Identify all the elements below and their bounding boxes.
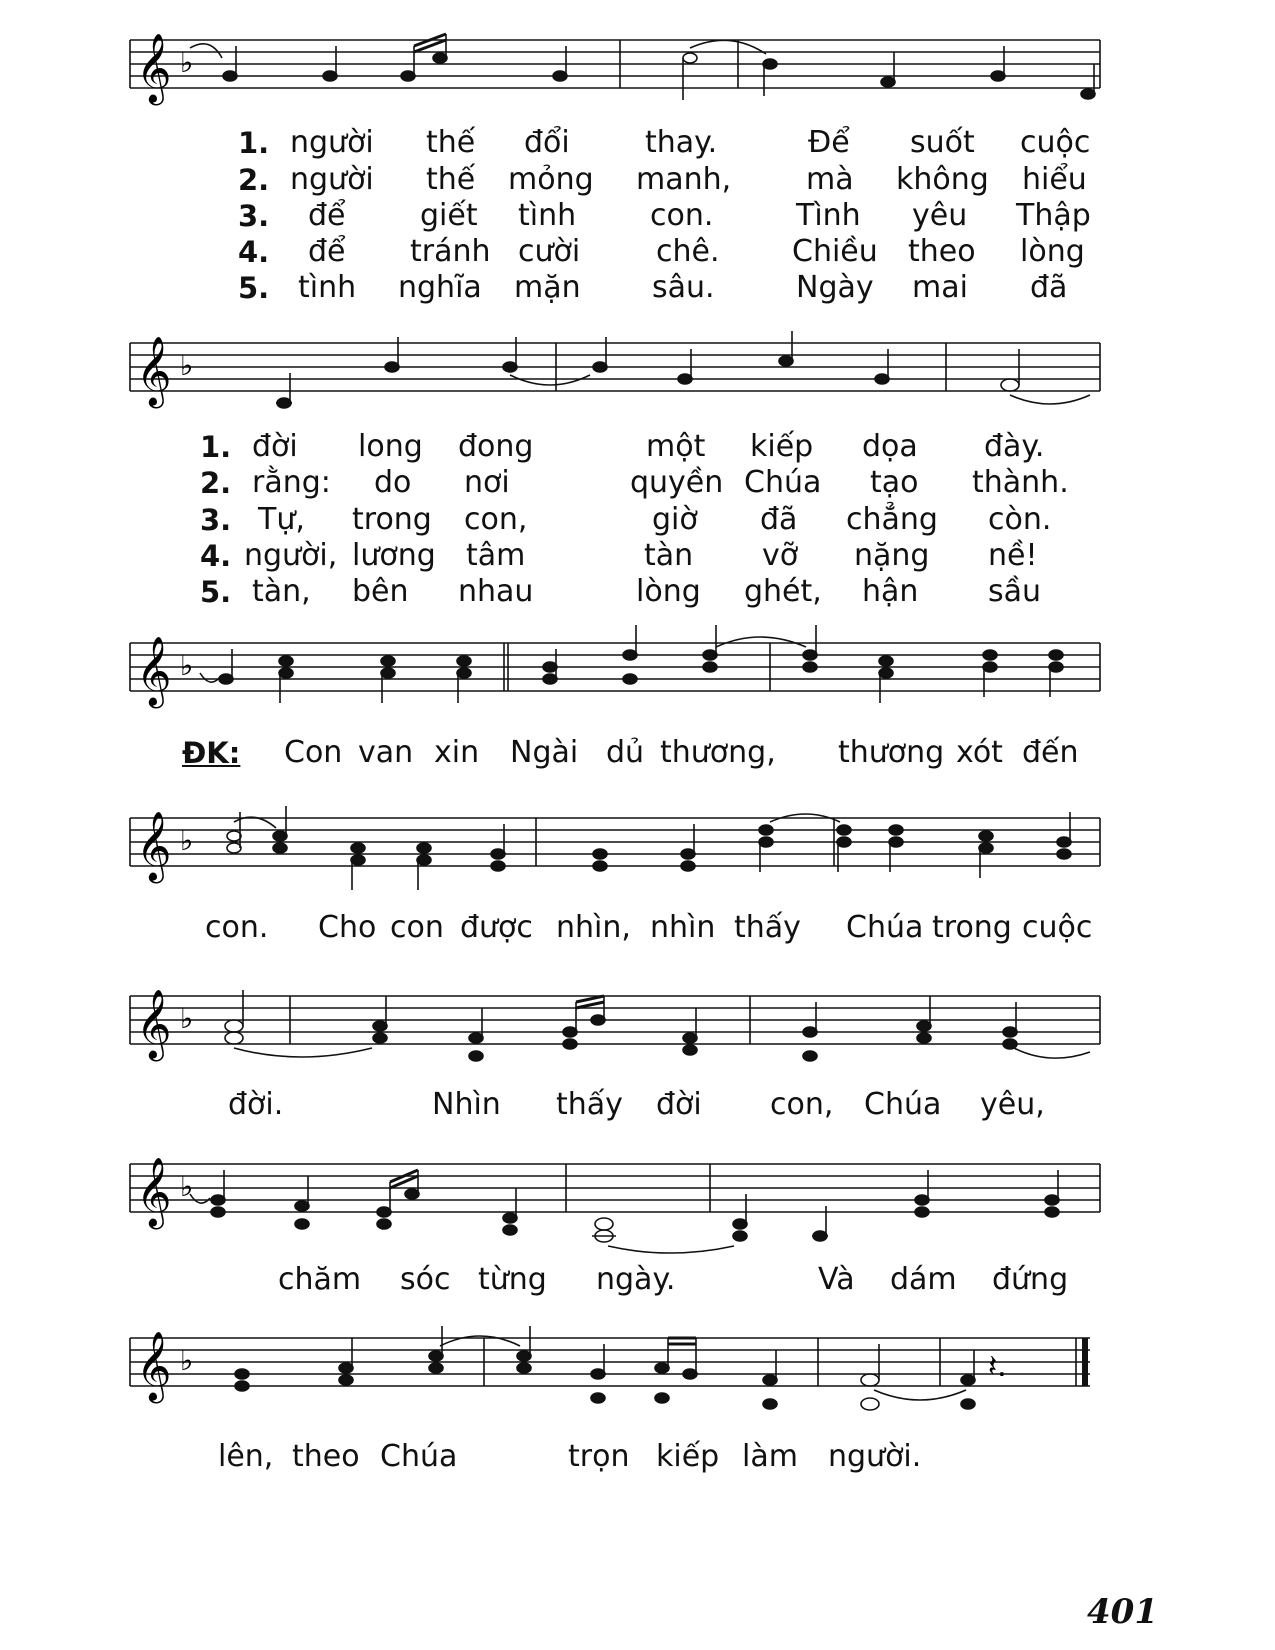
flat-icon: ♭ <box>180 349 194 382</box>
staff-system-5 <box>130 989 1130 1066</box>
lyric-word: Cho <box>318 910 377 945</box>
verse-row-1-1 <box>0 126 1275 160</box>
lyric-word: đổi <box>524 125 570 160</box>
verse-row-1-3 <box>0 199 1275 233</box>
lyric-word: đày. <box>984 429 1045 464</box>
lyric-word: nơi <box>464 465 510 500</box>
lyric-word: thành. <box>972 465 1069 500</box>
lyric-word: vỡ <box>762 538 799 573</box>
lyric-word: thay. <box>645 125 718 160</box>
lyric-word: sầu <box>988 574 1042 609</box>
staff-system-2 <box>130 336 1130 413</box>
lyric-word: sâu. <box>652 270 715 305</box>
verse-row-2-1 <box>0 430 1275 464</box>
lyric-word: đến <box>1022 735 1079 770</box>
lyric-word: nề! <box>988 538 1038 573</box>
lyric-word: nhìn, <box>556 910 631 945</box>
lyric-word: Chúa <box>864 1087 942 1122</box>
lyric-word: mà <box>806 162 854 197</box>
lyric-word: long <box>358 429 423 464</box>
lyric-word: làm <box>742 1439 798 1474</box>
verse-number: 4. <box>200 539 232 573</box>
refrain-row-1 <box>0 736 1275 770</box>
lyric-word: Chúa <box>744 465 822 500</box>
lyric-word: từng <box>478 1262 547 1297</box>
lyric-word: yêu <box>912 198 968 233</box>
lyric-word: được <box>460 910 533 945</box>
lyric-word: tâm <box>466 538 526 573</box>
refrain-row-3 <box>0 1088 1275 1122</box>
lyric-word: van <box>358 735 414 770</box>
staff-system-7 <box>130 1331 1130 1408</box>
treble-clef-icon: 𝄞 <box>136 1157 172 1227</box>
lyric-word: tạo <box>870 465 919 500</box>
lyric-word: người <box>290 162 374 197</box>
lyric-word: thương, <box>660 735 776 770</box>
lyric-word: con, <box>464 502 528 537</box>
lyric-word: đời <box>656 1087 702 1122</box>
verse-row-2-4 <box>0 539 1275 573</box>
lyric-word: con, <box>770 1087 834 1122</box>
lyric-word: Tự, <box>258 502 305 537</box>
lyric-word: đời <box>252 429 298 464</box>
lyric-word: manh, <box>636 162 732 197</box>
verse-row-2-5 <box>0 575 1275 609</box>
treble-clef-icon: 𝄞 <box>136 336 172 406</box>
lyric-word: đời. <box>228 1087 284 1122</box>
lyric-word: dủ <box>606 735 645 770</box>
lyric-word: Con <box>284 735 343 770</box>
lyric-word: bên <box>352 574 409 609</box>
lyric-word: để <box>308 234 346 269</box>
verse-number: 3. <box>238 199 270 233</box>
lyric-word: Nhìn <box>432 1087 501 1122</box>
lyric-word: còn. <box>988 502 1052 537</box>
lyric-word: ghét, <box>744 574 822 609</box>
lyric-word: lương <box>352 538 436 573</box>
staff-5-notation <box>130 989 1130 1066</box>
flat-icon: ♭ <box>180 1002 194 1035</box>
lyric-word: xót <box>956 735 1003 770</box>
lyric-word: người. <box>828 1439 922 1474</box>
verse-number: 5. <box>238 271 270 305</box>
lyric-word: Chúa <box>846 910 924 945</box>
lyric-word: thương <box>838 735 945 770</box>
lyric-word: lòng <box>1020 234 1085 269</box>
verse-row-2-2 <box>0 466 1275 500</box>
verse-number: 3. <box>200 503 232 537</box>
verse-number: 4. <box>238 235 270 269</box>
lyric-word: sóc <box>400 1262 451 1297</box>
lyric-word: xin <box>434 735 480 770</box>
verse-row-1-2 <box>0 163 1275 197</box>
lyric-word: chăm <box>278 1262 362 1297</box>
flat-icon: ♭ <box>180 649 194 682</box>
lyric-word: nghĩa <box>398 270 482 305</box>
lyric-word: Chiều <box>792 234 878 269</box>
verse-row-1-5 <box>0 271 1275 305</box>
lyric-word: không <box>896 162 989 197</box>
lyric-word: theo <box>908 234 976 269</box>
final-barline <box>1082 1338 1088 1386</box>
verse-number: 2. <box>200 466 232 500</box>
verse-number: 1. <box>200 430 232 464</box>
lyric-word: chê. <box>656 234 720 269</box>
lyric-word: quyền <box>630 465 724 500</box>
staff-2-notation <box>130 336 1130 413</box>
staff-system-1 <box>130 33 1130 110</box>
lyric-word: đong <box>458 429 534 464</box>
lyric-word: người <box>290 125 374 160</box>
lyric-word: dọa <box>862 429 918 464</box>
lyric-word: hận <box>862 574 919 609</box>
lyric-word: đứng <box>992 1262 1069 1297</box>
lyric-word: Chúa <box>380 1439 458 1474</box>
lyric-word: theo <box>292 1439 360 1474</box>
lyric-word: thế <box>426 125 476 160</box>
refrain-row-2 <box>0 911 1275 945</box>
lyric-word: Ngày <box>796 270 874 305</box>
staff-6-notation <box>130 1157 1130 1234</box>
lyric-word: mai <box>912 270 968 305</box>
lyric-word: đã <box>1030 270 1068 305</box>
flat-icon: ♭ <box>180 824 194 857</box>
staff-system-4 <box>130 811 1130 888</box>
lyric-word: lên, <box>218 1439 274 1474</box>
lyric-word: tình <box>518 198 577 233</box>
lyric-word: rằng: <box>252 465 331 500</box>
treble-clef-icon: 𝄞 <box>136 1331 172 1401</box>
treble-clef-icon: 𝄞 <box>136 33 172 103</box>
flat-icon: ♭ <box>180 1344 194 1377</box>
verse-number: 2. <box>238 163 270 197</box>
lyric-word: để <box>308 198 346 233</box>
lyric-word: kiếp <box>656 1439 720 1474</box>
lyric-word: mỏng <box>508 162 594 197</box>
lyric-word: tàn <box>644 538 694 573</box>
lyric-word: trọn <box>568 1439 630 1474</box>
refrain-row-5 <box>0 1440 1275 1474</box>
lyric-word: trong <box>932 910 1012 945</box>
lyric-word: cuộc <box>1022 910 1093 945</box>
lyric-word: con. <box>205 910 269 945</box>
lyric-word: dám <box>890 1262 957 1297</box>
lyric-word: thế <box>426 162 476 197</box>
lyric-word: chẳng <box>846 502 938 537</box>
lyric-word: do <box>374 465 412 500</box>
staff-4-notation <box>130 811 1130 888</box>
lyric-word: Để <box>808 125 850 160</box>
lyric-word: tàn, <box>252 574 311 609</box>
lyric-word: lòng <box>636 574 701 609</box>
verse-number: 5. <box>200 575 232 609</box>
lyric-word: kiếp <box>750 429 814 464</box>
lyric-word: tình <box>298 270 357 305</box>
refrain-label: ĐK: <box>182 736 241 770</box>
lyric-word: đã <box>760 502 798 537</box>
lyric-word: trong <box>352 502 432 537</box>
lyric-word: nhau <box>458 574 534 609</box>
treble-clef-icon: 𝄞 <box>136 811 172 881</box>
verse-number: 1. <box>238 126 270 160</box>
lyric-word: ngày. <box>596 1262 676 1297</box>
lyric-word: con. <box>650 198 714 233</box>
verse-row-1-4 <box>0 235 1275 269</box>
staff-1-notation <box>130 33 1130 110</box>
staff-3-notation <box>130 636 1130 713</box>
staff-7-notation <box>130 1331 1130 1408</box>
staff-system-3 <box>130 636 1130 713</box>
treble-clef-icon: 𝄞 <box>136 636 172 706</box>
verse-row-2-3 <box>0 503 1275 537</box>
staff-system-6 <box>130 1157 1130 1234</box>
rest-icon: 𝄽. <box>988 1349 1007 1384</box>
lyric-word: Thập <box>1016 198 1091 233</box>
lyric-word: con <box>390 910 444 945</box>
lyric-word: nặng <box>854 538 930 573</box>
lyric-word: Và <box>818 1262 855 1297</box>
flat-icon: ♭ <box>180 1170 194 1203</box>
lyric-word: Ngài <box>510 735 579 770</box>
lyric-word: suốt <box>910 125 975 160</box>
treble-clef-icon: 𝄞 <box>136 989 172 1059</box>
lyric-word: người, <box>244 538 338 573</box>
lyric-word: giờ <box>652 502 698 537</box>
lyric-word: hiểu <box>1022 162 1087 197</box>
lyric-word: nhìn <box>650 910 716 945</box>
lyric-word: giết <box>420 198 478 233</box>
lyric-word: một <box>646 429 706 464</box>
page-number: 401 <box>1087 1592 1158 1632</box>
lyric-word: Tình <box>796 198 861 233</box>
lyric-word: cười <box>518 234 581 269</box>
lyric-word: tránh <box>410 234 491 269</box>
flat-icon: ♭ <box>180 46 194 79</box>
lyric-word: thấy <box>734 910 801 945</box>
lyric-word: yêu, <box>980 1087 1045 1122</box>
lyric-word: mặn <box>514 270 581 305</box>
lyric-word: thấy <box>556 1087 623 1122</box>
lyric-word: cuộc <box>1020 125 1091 160</box>
refrain-row-4 <box>0 1263 1275 1297</box>
